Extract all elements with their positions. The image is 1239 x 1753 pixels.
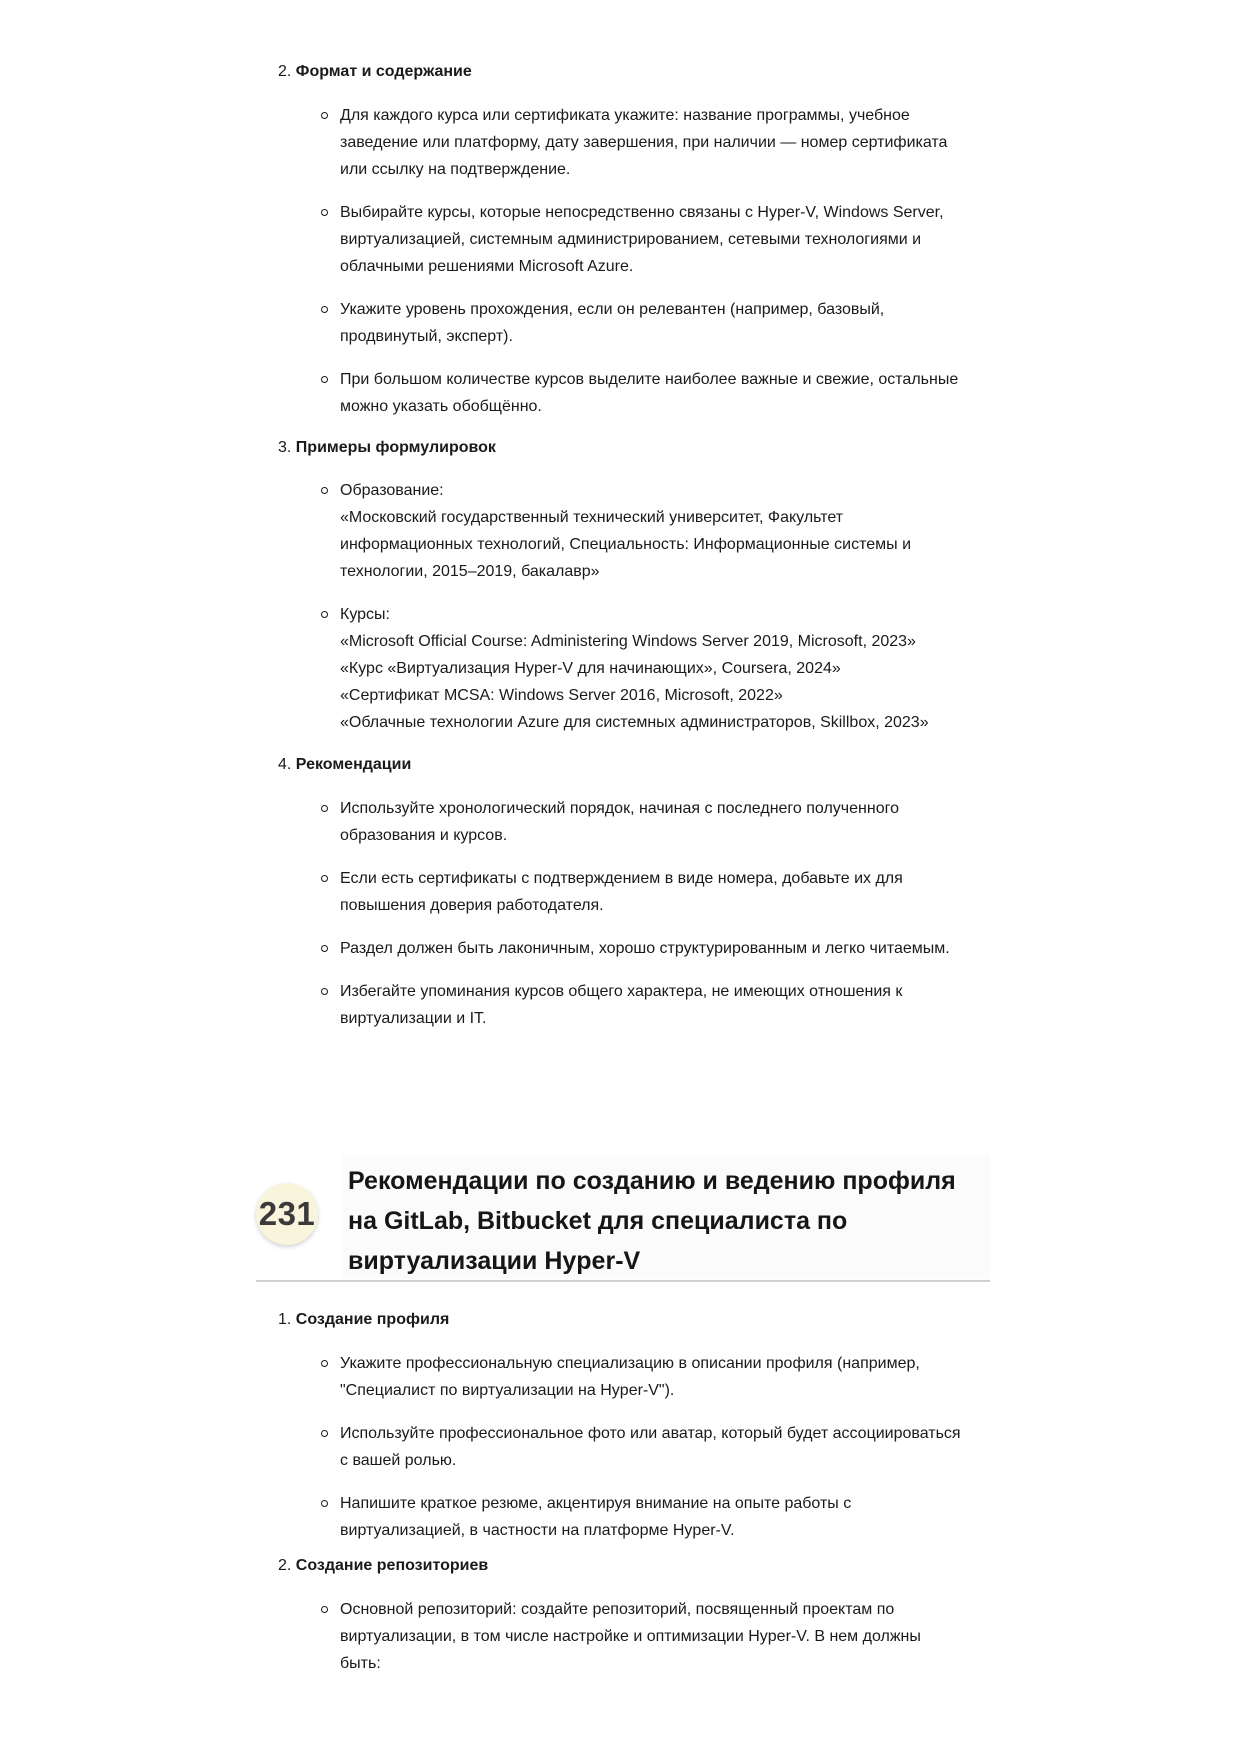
list-item: Укажите уровень прохождения, если он релевантен (например, базовый, продвинутый, эксперт). bbox=[321, 296, 991, 350]
list-item: Основной репозиторий: создайте репозиторий, посвященный проектам по виртуализации, в том числе настройке и оптимизации Hyper-V. В нем должны быть: bbox=[321, 1596, 991, 1677]
chapter-title: Рекомендации по созданию и ведению профиля на GitLab, Bitbucket для специалиста по виртуализации Hyper-V bbox=[348, 1167, 956, 1275]
list-item: Если есть сертификаты с подтверждением в виде номера, добавьте их для повышения доверия работодателя. bbox=[321, 865, 991, 919]
bullet-list-examples bbox=[321, 477, 991, 752]
bullet-list-format bbox=[321, 102, 991, 436]
list-item: Раздел должен быть лаконичным, хорошо структурированным и легко читаемым. bbox=[321, 935, 991, 962]
heading-text: Создание профиля bbox=[295, 1311, 450, 1328]
list-item: Избегайте упоминания курсов общего характера, не имеющих отношения к виртуализации и IT. bbox=[321, 978, 991, 1032]
chapter-divider bbox=[256, 1280, 990, 1282]
numbered-heading-profile: 1. Создание профиля bbox=[278, 1311, 450, 1328]
bullet-list-recommendations bbox=[321, 795, 991, 1048]
heading-text: Примеры формулировок bbox=[295, 439, 496, 456]
heading-text: Формат и содержание bbox=[295, 63, 472, 80]
bullet-list-repositories bbox=[321, 1596, 991, 1693]
list-item: Укажите профессиональную специализацию в описании профиля (например, "Специалист по виртуализации на Hyper-V"). bbox=[321, 1350, 991, 1404]
list-item: При большом количестве курсов выделите наиболее важные и свежие, остальные можно указать обобщённо. bbox=[321, 366, 991, 420]
chapter-number-badge: 231 bbox=[256, 1183, 318, 1245]
list-item: Используйте профессиональное фото или аватар, который будет ассоциироваться с вашей ролью. bbox=[321, 1420, 991, 1474]
numbered-heading-examples: 3. Примеры формулировок bbox=[278, 439, 496, 456]
chapter-heading bbox=[256, 1155, 990, 1285]
list-item: Курсы: «Microsoft Official Course: Administering Windows Server 2019, Microsoft, 2023» «Курс «Виртуализация Hyper-V для начинающих», Coursera, 2024» «Сертификат MCSA: Windows Server 2016, Microsoft, 2022» «Облачные технологии Azure для системных администраторов, Skillbox, 2023» bbox=[321, 601, 991, 736]
numbered-heading-format: 2. Формат и содержание bbox=[278, 63, 472, 80]
list-item: Образование: «Московский государственный технический университет, Факультет информационных технологий, Специальность: Информационные системы и технологии, 2015–2019, бакалавр» bbox=[321, 477, 991, 585]
heading-text: Создание репозиториев bbox=[295, 1557, 489, 1574]
list-item: Напишите краткое резюме, акцентируя внимание на опыте работы с виртуализацией, в частности на платформе Hyper-V. bbox=[321, 1490, 991, 1544]
numbered-heading-recommendations: 4. Рекомендации bbox=[278, 756, 412, 773]
list-item: Используйте хронологический порядок, начиная с последнего полученного образования и курсов. bbox=[321, 795, 991, 849]
heading-text: Рекомендации bbox=[295, 756, 412, 773]
numbered-heading-repositories: 2. Создание репозиториев bbox=[278, 1557, 489, 1574]
list-item: Выбирайте курсы, которые непосредственно связаны с Hyper-V, Windows Server, виртуализацией, системным администрированием, сетевыми технологиями и облачными решениями Microsoft Azure. bbox=[321, 199, 991, 280]
list-item: Для каждого курса или сертификата укажите: название программы, учебное заведение или платформу, дату завершения, при наличии — номер сертификата или ссылку на подтверждение. bbox=[321, 102, 991, 183]
bullet-list-profile bbox=[321, 1350, 991, 1560]
